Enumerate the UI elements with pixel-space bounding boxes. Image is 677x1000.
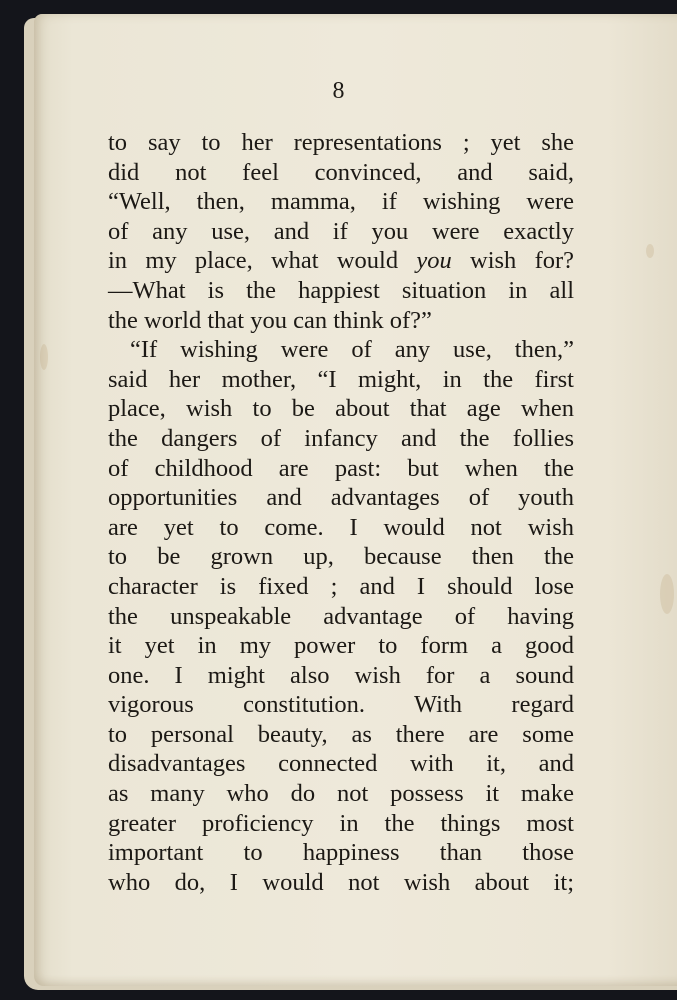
text-line: character is fixed ; and I should lose: [108, 572, 574, 600]
text-fragment: wish for?: [470, 247, 575, 275]
text-line: to say to her representations ; yet she: [108, 129, 574, 156]
body-text: [108, 128, 574, 897]
text-line: are yet to come. I would not wish: [108, 513, 574, 541]
text-line: [108, 246, 574, 276]
paper-stain: [40, 344, 48, 370]
text-line: place, wish to be about that age when: [108, 395, 574, 423]
text-line: it yet in my power to form a good: [108, 632, 574, 660]
text-line: as many who do not possess it make: [108, 780, 574, 808]
text-line: —What is the happiest situation in all: [108, 276, 574, 304]
text-line: one. I might also wish for a sound: [108, 661, 574, 689]
text-line: “Well, then, mamma, if wishing were: [108, 188, 574, 216]
page-number: 8: [332, 78, 345, 104]
text-line: of any use, and if you were exactly: [108, 217, 574, 245]
text-line: said her mother, “I might, in the first: [108, 365, 574, 393]
text-line: who do, I would not wish about it;: [108, 868, 574, 896]
paper-stain: [660, 574, 674, 614]
text-line: greater proficiency in the things most: [108, 809, 574, 837]
text-line: to be grown up, because then the: [108, 543, 574, 571]
text-line: opportunities and advantages of youth: [108, 484, 574, 512]
text-line: disadvantages connected with it, and: [108, 750, 574, 778]
text-line: the world that you can think of?”: [108, 306, 432, 334]
emphasized-word: you: [416, 247, 452, 275]
text-line: the dangers of infancy and the follies: [108, 424, 574, 452]
text-line: vigorous constitution. With regard: [108, 691, 574, 719]
text-line: did not feel convinced, and said,: [108, 158, 574, 186]
text-fragment: in my place, what would: [108, 247, 399, 275]
text-line: of childhood are past: but when the: [108, 454, 574, 482]
text-line: “If wishing were of any use, then,”: [130, 336, 574, 364]
paper-stain: [646, 244, 654, 258]
text-line: to personal beauty, as there are some: [108, 720, 574, 748]
text-line: important to happiness than those: [108, 839, 574, 867]
text-line: the unspeakable advantage of having: [108, 602, 574, 630]
